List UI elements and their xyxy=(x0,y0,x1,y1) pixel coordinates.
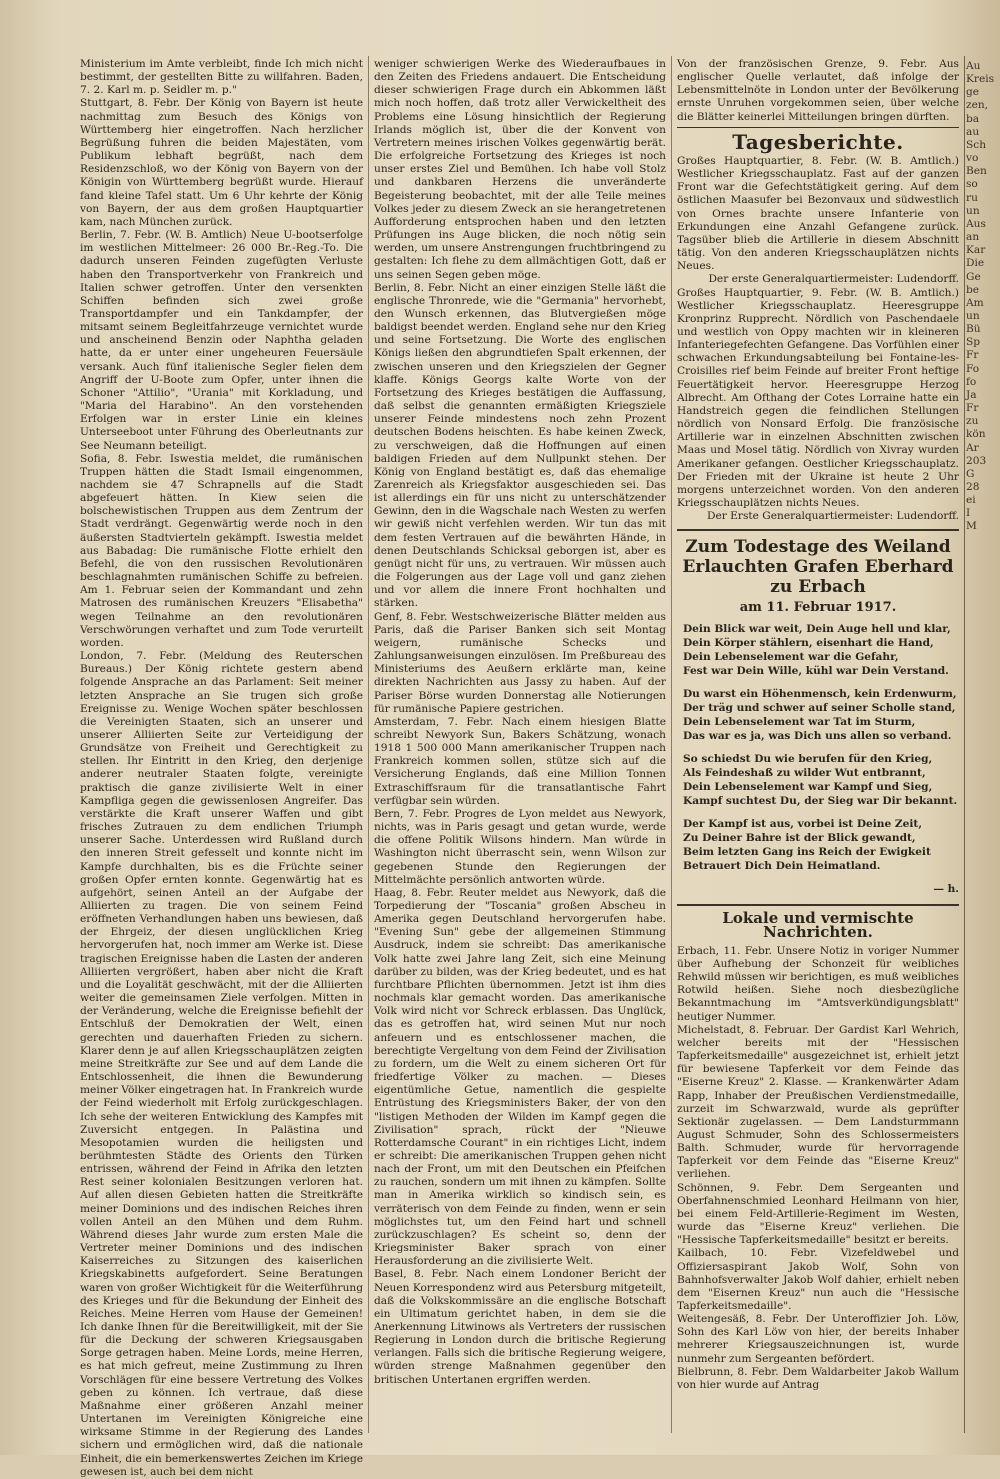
poem-line: Kampf suchtest Du, der Sieg war Dir bekannt. xyxy=(683,795,958,808)
poem-stanza xyxy=(683,752,959,808)
strip-line: Ge xyxy=(966,270,981,283)
poem-line: So schiedst Du wie berufen für den Krieg, xyxy=(683,753,933,766)
poem-stanza xyxy=(683,687,959,743)
poem-line: Das war es ja, was Dich uns allen so verband. xyxy=(683,730,952,743)
strip-line: Die xyxy=(966,257,985,270)
column-middle xyxy=(374,58,666,1435)
strip-line: be xyxy=(966,283,980,296)
strip-line: fo xyxy=(966,375,977,388)
strip-line: so xyxy=(966,178,978,191)
divider xyxy=(677,904,959,906)
adjacent-page-fragment xyxy=(966,60,1000,1445)
article-paragraph: London, 7. Febr. (Meldung des Reuterschen Bureaus.) Der König richtete gestern abend folgende Ansprache an das Parlament: Seit meiner letzten Ansprache an Sie trugen sich große Ereignisse zu. Wenige Wochen später beschlossen die Vereinigten Staaten, sich an unserer und unserer Alliierten Seite zur Verteidigung der Grundsätze von Freiheit und Gerechtigkeit zu stellen. Ihr Eintritt in den Krieg, den derjenige anderer neutraler Staaten folgte, vereinigte praktisch die ganze zivilisierte Welt in einer Kampfliga gegen die gewissenlosen Angreifer. Das verstärkte die Kraft unserer Waffen und gibt frisches Zutrauen zu dem endlichen Triumph unserer Sache. Unterdessen wird Rußland durch den inneren Streit gefesselt und konnte nicht im Kampfe durchhalten, bis es die Früchte seiner großen Opfer ernten konnte. Gegenwärtig hat es aufgehört, seinen Anteil an der Aufgabe der Alliierten zu tragen. Die von seinem Feind eröffneten Verhandlungen haben uns bewiesen, daß der Ehrgeiz, der diesen unglücklichen Krieg hervorgerufen hat, noch immer am Werke ist. Diese tragischen Ereignisse haben die Lasten der anderen Alliierten vergrößert, haben aber nicht die Kraft und die Loyalität geschwächt, mit der die Alliierten weiter die gemeinsamen Ziele verfolgen. Mitten in der Veränderung, welche die Ereignisse befiehlt der Entschluß der Demokratien der Welt, einen gerechten und dauerhaften Frieden zu sichern. Klarer denn je auf allen Kriegsschauplätzen zeigten meine Streitkräfte zur See und auf dem Lande die Entschlossenheit, die ihnen die Bewunderung meiner Völker eingetragen hat. In Frankreich wurde der Feind wiederholt mit Erfolg zurückgeschlagen. Ich sehe der weiteren Entwicklung des Kampfes mit Zuversicht entgegen. In Palästina und Mesopotamien wurden die heiligsten und berühmtesten Städte des Orients den Türken entrissen, während der Feind in Afrika den letzten Rest seiner kolonialen Besitzungen verloren hat. Auf allen diesen Gebieten hatten die Streitkräfte meiner Dominions und des indischen Reiches ihren vollen Anteil an den Mühen und dem Ruhm. Während dieses Jahr wurde zum ersten Male die Vertreter meiner Dominions und des indischen Kaiserreiches zu Sitzungen des kaiserlichen Kriegskabinetts aufgefordert. Seine Beratungen waren von großer Wichtigkeit für die Weiterführung des Krieges und für die Bekundung der Einheit des Reiches. Meine Herren vom Hause der Gemeinen! Ich danke Ihnen für die Bereitwilligkeit, mit der Sie für die Deckung der schweren Kriegsausgaben Sorge getragen haben. Meine Lords, meine Herren, es hat mich gefreut, meine Zustimmung zu Ihren Vorschlägen für eine bessere Vertretung des Volkes geben zu können. Ich vertraue, daß diese Maßnahme einer größeren Anzahl meiner Untertanen im Vereinigten Königreiche eine wirksame Stimme in der Regierung des Landes sichern und ermöglichen wird, daß die nationale Einheit, die ein bemerkenswertes Zeichen im Kriege gewesen ist, auch bei dem nicht xyxy=(80,650,363,1478)
memorial-date: am 11. Februar 1917. xyxy=(739,600,897,616)
poem-line: Dein Lebenselement war Kampf und Sieg, xyxy=(683,781,933,794)
strip-line: Am xyxy=(966,296,984,309)
poem-author: — h. xyxy=(933,883,959,896)
strip-line: ba xyxy=(966,112,980,125)
strip-line: an xyxy=(966,231,980,244)
poem-line: Betrauert Dich Dein Heimatland. xyxy=(683,860,881,873)
strip-line: Bü xyxy=(966,323,981,336)
strip-line: kön xyxy=(966,428,986,441)
article-paragraph: Genf, 8. Febr. Westschweizerische Blätter melden aus Paris, daß die Pariser Banken sich seit Montag weigern, rumänische Schecks und Zahlungsanweisungen einzulösen. Im Preßbureau des Ministeriums des Aeußern erklärte man, keine direkten Nachrichten aus Jassy zu haben. Auf der Pariser Börse wurden Donnerstag alle Notierungen für rumänische Papiere gestrichen. xyxy=(374,610,666,715)
local-news-paragraph: Bielbrunn, 8. Febr. Dem Waldarbeiter Jakob Wallum von hier wurde auf Antrag xyxy=(677,1365,959,1391)
poem-line: Beim letzten Gang ins Reich der Ewigkeit xyxy=(683,846,931,859)
memorial-title: Zum Todestage des Weiland Erlauchten Grafen Eberhard zu Erbach xyxy=(682,537,954,598)
article-paragraph: Berlin, 8. Febr. Nicht an einer einzigen Stelle läßt die englische Thronrede, wie die "Germania" hervorhebt, den Wunsch erkennen, das Blutvergießen möge baldigst beendet werden. England sehe nur den Krieg und seine Fortsetzung. Die Worte des englischen Königs ließen den abgrundtiefen Spalt erkennen, der zwischen unseren und den Kriegszielen der Gegner klaffe. Königs Georgs kalte Worte von der Fortsetzung des Krieges bestätigen die Auffassung, daß selbst die genannten ermäßigten Kriegsziele unserer Feinde mindestens noch zehn Prozent deutschen Bodens heischten. Es habe keinen Zweck, zu verschweigen, daß die Hoffnungen auf einen baldigen Frieden auf dem Nullpunkt stehen. Der König von England bestätigt es, daß das ehemalige Zarenreich als Kriegsfaktor ausgeschieden sei. Das ist allerdings ein für uns nicht zu unterschätzender Gewinn, den in die Wagschale nach Westen zu werfen wir gewiß nicht verfehlen werden. Wir tun das mit dem festen Vertrauen auf die bewährten Hände, in denen Deutschlands Schicksal geborgen ist, aber es genügt nicht für uns, zu vertrauen. Wir müssen auch die Folgerungen aus der Lage voll und ganz ziehen und vor allem die innere Front hochhalten und stärken. xyxy=(374,281,666,610)
strip-line: I xyxy=(966,507,971,520)
poem-line: Dein Blick war weit, Dein Auge hell und klar, xyxy=(683,623,951,636)
section-title-tagesberichte: Tagesberichte. xyxy=(732,129,904,154)
strip-line: au xyxy=(966,125,980,138)
column-left xyxy=(80,58,363,1478)
strip-line: 28 xyxy=(966,481,980,493)
divider xyxy=(677,127,959,128)
strip-line: Ar xyxy=(966,441,979,454)
divider xyxy=(677,529,959,531)
article-paragraph: Ministerium im Amte verbleibt, finde Ich mich nicht bestimmt, der gestellten Bitte zu willfahren. Baden, 7. 2. Karl m. p. Seidler m. p." xyxy=(80,58,363,97)
section-title-lokales: Lokale und vermischte Nachrichten. xyxy=(722,909,914,941)
article-paragraph: Basel, 8. Febr. Nach einem Londoner Bericht der Neuen Korrespondenz wird aus Petersburg mitgeteilt, daß die Volkskommissäre an die englische Botschaft ein Ultimatum gerichtet haben, in dem sie die Anerkennung Litwinows als Vertreters der russischen Regierung in London durch die britische Regierung verlangen. Falls sich die britische Regierung weigere, würden strenge Maßnahmen gegenüber den britischen Untertanen ergriffen werden. xyxy=(374,1268,666,1386)
strip-line: Fr xyxy=(966,349,979,362)
strip-line: zen, xyxy=(966,99,989,112)
strip-line: ei xyxy=(966,494,976,507)
strip-line: Ja xyxy=(966,388,977,401)
article-paragraph: Bern, 7. Febr. Progres de Lyon meldet aus Newyork, nichts, was in Paris gesagt und getan wurde, werde die offene Politik Wilsons hindern. Man würde in Washington nicht überrascht sein, wenn Wilson zur gegebenen Stunde den Regierungen der Mittelmächte persönlich antworten würde. xyxy=(374,807,666,886)
poem-stanza xyxy=(683,622,959,678)
strip-line: Aus xyxy=(966,217,986,230)
article-paragraph: weniger schwierigen Werke des Wiederaufbaues in den Zeiten des Friedens andauert. Die Entscheidung dieser schwierigen Frage durch ein Abkommen läßt mich noch hoffen, daß trotz aller Verwickeltheit des Problems eine Lösung hinsichtlich der Regierung Irlands möglich ist, über die der Konvent von Vertretern meines irischen Volkes gegenwärtig berät. Die erfolgreiche Fortsetzung des Krieges ist noch unser erstes Ziel und Bemühen. Ich habe voll Stolz und dankbaren Herzens die unveränderte Begeisterung beobachtet, mit der alle Teile meines Volkes jeder zu diesem Zweck an sie herangetretenen Aufforderung entsprochen haben und den letzten Prüfungen ins Auge blicken, die noch nötig sein werden, um unsere Anstrengungen fruchtbringend zu gestalten: Ich flehe zu dem allmächtigen Gott, daß er uns seinen Segen geben möge. xyxy=(374,58,666,281)
strip-line: ru xyxy=(966,191,978,204)
article-paragraph: Amsterdam, 7. Febr. Nach einem hiesigen Blatte schreibt Newyork Sun, Bakers Schätzung, wonach 1918 1 500 000 Mann amerikanischer Truppen nach Frankreich kommen sollen, stütze sich auf die Versicherung Englands, daß eine Million Tonnen Extraschiffsraum für die transatlantische Fahrt verfügbar sein würden. xyxy=(374,715,666,807)
column-right xyxy=(677,58,959,1435)
strip-line: vo xyxy=(966,152,979,165)
column-rule xyxy=(368,56,369,1433)
local-news-paragraph: Michelstadt, 8. Februar. Der Gardist Karl Wehrich, welcher bereits mit der "Hessischen Tapferkeitsmedaille" ausgezeichnet ist, erhielt jetzt für bewiesene Tapferkeit vor dem Feinde das "Eiserne Kreuz" 2. Klasse. — Krankenwärter Adam Rapp, Inhaber der Preußischen Verdienstmedaille, zurzeit im Schwarzwald, wurde als geprüfter Sektionär zugelassen. — Dem Landsturmmann August Schmuder, Sohn des Schlossermeisters Balth. Schmuder, wurde für hervorragende Tapferkeit vor dem Feinde das "Eiserne Kreuz" verliehen. xyxy=(677,1023,959,1181)
poem-line: Dein Lebenselement war die Gefahr, xyxy=(683,651,899,664)
poem-line: Als Feindeshaß zu wilder Wut entbrannt, xyxy=(683,767,926,780)
strip-line: Fo xyxy=(966,362,980,375)
report-paragraph: Großes Hauptquartier, 9. Febr. (W. B. Amtlich.) Westlicher Kriegsschauplatz. Heeresgruppe Kronprinz Rupprecht. Nördlich von Paschendaele und westlich von Oppy machten wir in kleineren Infanteriegefechten Gefangene. Das Vorfühlen einer schwachen Erkundungsabteilung bei Fontaine-les-Croisilles rief beim Feinde auf breiter Front heftige Feuertätigkeit hervor. Heeresgruppe Herzog Albrecht. Am Ofthang der Cotes Lorraine hatte ein Handstreich gegen die feindlichen Stellungen nördlich von Nonsard Erfolg. Die französische Artillerie war in einzelnen Abschnitten zwischen Maas und Mosel tätig. Nördlich von Xivray wurden Amerikaner gefangen. Oestlicher Kriegsschauplatz. Der Frieden mit der Ukraine ist heute 2 Uhr morgens unterzeichnet worden. Von den anderen Kriegsschauplätzen nichts Neues. xyxy=(677,286,959,509)
strip-line: M xyxy=(966,520,977,533)
strip-line: Sp xyxy=(966,336,981,349)
poem-line: Dein Körper stählern, eisenhart die Hand, xyxy=(683,637,934,650)
strip-line: zu xyxy=(966,415,979,428)
local-news-paragraph: Erbach, 11. Febr. Unsere Notiz in voriger Nummer über Aufhebung der Schonzeit für weibliches Rehwild müssen wir berichtigen, es muß weibliches Rotwild heißen. Siehe noch diesbezügliche Bekanntmachung im "Amtsverkündigungsblatt" heutiger Nummer. xyxy=(677,944,959,1023)
report-signature: Der erste Generalquartiermeister: Ludendorff. xyxy=(708,273,959,286)
strip-line: Fr xyxy=(966,402,979,415)
strip-line: Kreis xyxy=(966,73,995,86)
poem-stanza xyxy=(683,817,959,873)
poem-line: Der Kampf ist aus, vorbei ist Deine Zeit, xyxy=(683,818,923,831)
article-paragraph: Haag, 8. Febr. Reuter meldet aus Newyork, daß die Torpedierung der "Toscania" großen Abscheu in Amerika gegen Deutschland hervorgerufen habe. "Evening Sun" gebe der allgemeinen Stimmung Ausdruck, indem sie schreibt: Das amerikanische Volk hatte zwei Jahre lang Zeit, sich eine Meinung darüber zu bilden, was der Krieg bedeutet, und es hat furchtbare Pflichten übernommen. Jetzt ist ihm dies nochmals klar gemacht worden. Das amerikanische Volk wird nicht vor Schreck erblassen. Das Unglück, das es getroffen hat, wird seinen Mut nur noch anfeuern und es entschlossener machen, die berechtigte Vergeltung von dem Feind der Zivilisation zu fordern, um die Welt zu einem sicheren Ort für friedfertige Völker zu machen. — Dieses eigentümliche Getue, namentlich die gespielte Entrüstung des Kriegsministers Baker, der von den "listigen Methoden der Wilden im Kampf gegen die Zivilisation" sprach, rückt der "Nieuwe Rotterdamsche Courant" in ein richtiges Licht, indem er schreibt: Die amerikanischen Truppen gehen nicht nach der Front, um mit den Deutschen ein Pfeifchen zu rauchen, sondern um mit ihnen zu kämpfen. Sollte man in Amerika wirklich so kindisch sein, es verräterisch von dem Feinde zu finden, wenn er sein möglichstes tut, um den Feind hart und schnell zurückzuschlagen? Es scheint so, denn der Kriegsminister Baker sprach von einer Herausforderung an die zivilisierte Welt. xyxy=(374,886,666,1268)
poem-line: Zu Deiner Bahre ist der Blick gewandt, xyxy=(683,832,916,845)
article-paragraph: Sofia, 8. Febr. Iswestia meldet, die rumänischen Truppen hätten die Stadt Ismail eingenommen, nachdem sie 47 Schrapnells auf die Stadt abgefeuert hätten. In Kiew seien die bolschewistischen Truppen aus dem Zentrum der Stadt verdrängt. Gegenwärtig werde noch in den äußersten Stadtvierteln gekämpft. Iswestia meldet aus Babadag: Die rumänische Flotte erhielt den Befehl, die von den russischen Revolutionären beschlagnahmten rumänischen Schiffe zu befreien. Am 1. Februar seien der Kommandant und zehn Matrosen des rumänischen Kreuzers "Elisabetha" wegen Teilnahme an den revolutionären Verschwörungen verhaftet und zum Tode verurteilt worden. xyxy=(80,452,363,649)
strip-line: Au xyxy=(966,60,981,72)
strip-line: Kar xyxy=(966,244,986,257)
article-paragraph: Stuttgart, 8. Febr. Der König von Bayern ist heute nachmittag zum Besuch des Königs von Württemberg hier eingetroffen. Nach herzlicher Begrüßung fuhren die beiden Majestäten, vom Publikum lebhaft begrüßt, nach dem Residenzschloß, wo der König von Bayern von der Königin von Württemberg begrüßt wurde. Hierauf fand kleine Tafel statt. Um 6 Uhr kehrte der König von Bayern, der aus dem großen Hauptquartier kam, nach München zurück. xyxy=(80,97,363,228)
article-paragraph: Von der französischen Grenze, 9. Febr. Aus englischer Quelle verlautet, daß infolge der Lebensmittelnöte in London unter der Bevölkerung ernste Unruhen vorgekommen seien, über welche die Blätter keinerlei Mitteilungen bringen dürften. xyxy=(677,58,959,123)
strip-line: 203 xyxy=(966,454,987,467)
poem-line: Fest war Dein Wille, kühl war Dein Verstand. xyxy=(683,665,949,678)
memorial-poem xyxy=(677,622,959,896)
column-rule xyxy=(964,56,965,1433)
poem-line: Dein Lebenselement war Tat im Sturm, xyxy=(683,716,916,729)
poem-line: Der träg und schwer auf seiner Scholle stand, xyxy=(683,702,956,715)
strip-line: Sch xyxy=(966,138,987,151)
strip-line: G xyxy=(966,467,975,480)
column-rule xyxy=(671,56,672,1433)
article-paragraph: Berlin, 7. Febr. (W. B. Amtlich) Neue U-bootserfolge im westlichen Mittelmeer: 26 000 Br.-Reg.-To. Die dadurch unseren Feinden zugefügten Verluste haben den Transportverkehr von Frankreich und Italien schwer getroffen. Unter den versenkten Schiffen befinden sich zwei große Transportdampfer und ein Tankdampfer, der mitsamt seinem Begleitfahrzeuge vernichtet wurde und anscheinend Benzin oder Naphtha geladen hatte, da er unter einer ungeheuren Feuersäule versank. Auch fünf italienische Segler fielen dem Angriff der U-Boote zum Opfer, unter ihnen die Schoner "Attilio", "Urania" mit Korkladung, und "Maria del Harabino". An den vorstehenden Erfolgen war in erster Linie ein kleines Unterseeboot unter Führung des Oberleutnants zur See Neumann beteiligt. xyxy=(80,229,363,452)
local-news-paragraph: Schönnen, 9. Febr. Dem Sergeanten und Oberfahnenschmied Leonhard Heilmann von hier, bei einem Feld-Artillerie-Regiment im Westen, wurde das "Eiserne Kreuz" verliehen. Die "Hessische Tapferkeitsmedaille" besitzt er bereits. xyxy=(677,1181,959,1247)
strip-line: un xyxy=(966,309,980,322)
strip-line: ge xyxy=(966,86,980,99)
report-paragraph: Großes Hauptquartier, 8. Febr. (W. B. Amtlich.) Westlicher Kriegsschauplatz. Fast auf der ganzen Front war die Gefechtstätigkeit gering. Auf dem östlichen Maasufer bei Bezonvaux und südwestlich von Ornes brachte unsere Infanterie von Erkundungen eine Anzahl Gefangene zurück. Tagsüber blieb die Artillerie in diesem Abschnitt tätig. Von den anderen Kriegsschauplätzen nichts Neues. xyxy=(677,154,959,273)
strip-line: un xyxy=(966,204,980,217)
report-signature: Der Erste Generalquartiermeister: Ludendorff. xyxy=(706,510,959,523)
local-news-paragraph: Kailbach, 10. Febr. Vizefeldwebel und Offiziersaspirant Jakob Wolf, Sohn von Bahnhofsverwalter Jakob Wolf dahier, erhielt neben dem "Eisernen Kreuz" nun auch die "Hessische Tapferkeitsmedaille". xyxy=(677,1247,959,1312)
local-news-paragraph: Weitengesäß, 8. Febr. Der Unteroffizier Joh. Löw, Sohn des Karl Löw von hier, der bereits Inhaber mehrerer Kriegsauszeichnungen ist, wurde nunmehr zum Sergeanten befördert. xyxy=(677,1313,959,1365)
strip-line: Ben xyxy=(966,165,987,178)
poem-line: Du warst ein Höhenmensch, kein Erdenwurm, xyxy=(683,688,957,701)
